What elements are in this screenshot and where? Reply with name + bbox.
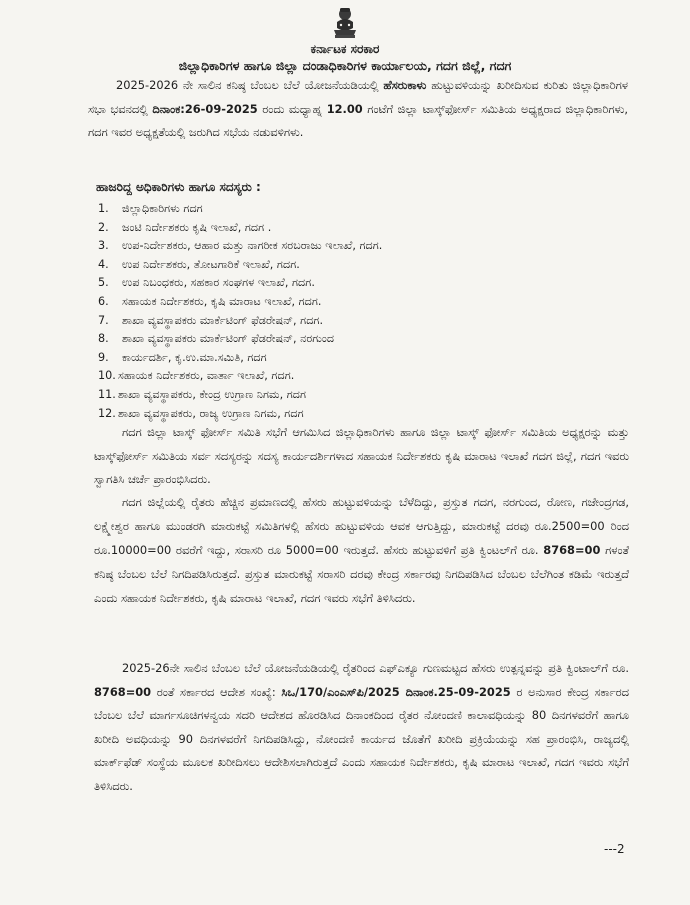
msp-value: 8768=00 bbox=[94, 684, 152, 699]
page-number: ---2 bbox=[604, 842, 625, 856]
meeting-time: 12.00 bbox=[326, 101, 363, 116]
order-number: ಸಿಒ/170/ಎಂಎಸ್‌ಪಿ/2025 ದಿನಾಂಕ.25-09-2025 bbox=[281, 684, 511, 699]
list-item: 4. ಉಪ ನಿರ್ದೇಶಕರು, ತೋಟಗಾರಿಕೆ ಇಲಾಖೆ, ಗದಗ. bbox=[98, 257, 300, 271]
intro-text-4: ಗಂಟೆಗೆ ಜಿಲ್ಲಾ ಟಾಸ್ಕ್‌ಫೋರ್ಸ್ ಸಮಿತಿಯ ಅಧ್ಯಕ್ಷರಾದ ಜಿಲ್ಲಾಧಿಕಾರಿಗಳು, ಗದಗ ಇವರ ಅಧ್ಯಕ್ಷತೆಯಲ್ಲಿ ಜರುಗಿದ ಸಭೆಯ ನಡುವಳಿಗಳು. bbox=[88, 101, 628, 139]
karnataka-emblem-icon bbox=[331, 6, 359, 40]
welcome-text: ಗದಗ ಜಿಲ್ಲಾ ಟಾಸ್ಕ್ ಫೋರ್ಸ್ ಸಮಿತಿ ಸಭೆಗೆ ಆಗಮಿಸಿದ ಜಿಲ್ಲಾಧಿಕಾರಿಗಳು ಹಾಗೂ ಜಿಲ್ಲಾ ಟಾಸ್ಕ್ ಫೋರ್ಸ್ ಸಮಿತಿಯ ಅಧ್ಯಕ್ಷರನ್ನು ಮತ್ತು ಟಾಸ್ಕ್‌ಫೋರ್ಸ್ ಸಮಿತಿಯ ಸರ್ವ ಸದಸ್ಯರನ್ನು ಸದಸ್ಯ ಕಾರ್ಯದರ್ಶಿಗಳಾದ ಸಹಾಯಕ ನಿರ್ದೇಶಕರು ಕೃಷಿ ಮಾರಾಟ ಇಲಾಖೆ ಗದಗ ಜಿಲ್ಲೆ, ಗದಗ ಇವರು ಸ್ವಾಗತಿಸಿ ಚರ್ಚೆ ಪ್ರಾರಂಭಿಸಿದರು. bbox=[94, 425, 629, 486]
attendees-list bbox=[98, 200, 382, 423]
meeting-date: ದಿನಾಂಕ:26-09-2025 bbox=[152, 101, 258, 116]
attendees-heading: ಹಾಜರಿದ್ದ ಅಧಿಕಾರಿಗಳು ಹಾಗೂ ಸದಸ್ಯರು : bbox=[96, 180, 261, 194]
prices-text-1: ಗದಗ ಜಿಲ್ಲೆಯಲ್ಲಿ ರೈತರು ಹೆಚ್ಚಿನ ಪ್ರಮಾಣದಲ್ಲಿ ಹೆಸರು ಹುಟ್ಟುವಳಿಯನ್ನು ಬೆಳೆದಿದ್ದು, ಪ್ರಸ್ತುತ ಗದಗ, ನರಗುಂದ, ರೋಣ, ಗಜೇಂದ್ರಗಡ, ಲಕ್ಷ್ಮೇಶ್ವರ ಹಾಗೂ ಮುಂಡರಗಿ ಮಾರುಕಟ್ಟೆ ಸಮಿತಿಗಳಲ್ಲಿ ಹೆಸರು ಹುಟ್ಟುವಳಿಯ ಆವಕ ಆಗುತ್ತಿದ್ದು, ಮಾರುಕಟ್ಟೆ ದರವು ರೂ.2500=00 ರಿಂದ ರೂ.10000=00 ರವರೆಗೆ ಇದ್ದು, ಸರಾಸರಿ ರೂ 5000=00 ಇರುತ್ತದೆ. ಹೆಸರು ಹುಟ್ಟುವಳಿಗೆ ಪ್ರತಿ ಕ್ವಿಂಟಲ್‌ಗೆ ರೂ. bbox=[94, 495, 630, 557]
prices-text-2: ಗಳಂತೆ ಕನಿಷ್ಠ ಬೆಂಬಲ ಬೆಲೆ ನಿಗದಿಪಡಿಸಿರುತ್ತದೆ. ಪ್ರಸ್ತುತ ಮಾರುಕಟ್ಟೆ ಸರಾಸರಿ ದರವು ಕೇಂದ್ರ ಸರ್ಕಾರವು ನಿಗದಿಪಡಿಸಿದ ಬೆಂಬಲ ಬೆಲೆಗಿಂತ ಕಡಿಮೆ ಇರುತ್ತದೆ ಎಂದು ಸಹಾಯಕ ನಿರ್ದೇಶಕರು, ಕೃಷಿ ಮಾರಾಟ ಇಲಾಖೆ, ಗದಗ ಇವರು ಸಭೆಗೆ ತಿಳಿಸಿದರು. bbox=[94, 543, 629, 605]
list-item: 7. ಶಾಖಾ ವ್ಯವಸ್ಥಾಪಕರು ಮಾರ್ಕೆಟಿಂಗ್ ಫೆಡರೇಷನ್, ಗದಗ. bbox=[98, 313, 324, 327]
intro-paragraph bbox=[88, 74, 628, 145]
intro-text-1: 2025-2026 ನೇ ಸಾಲಿನ ಕನಿಷ್ಠ ಬೆಂಬಲ ಬೆಲೆ ಯೋಜನೆಯಡಿಯಲ್ಲಿ bbox=[116, 78, 384, 92]
prices-paragraph bbox=[94, 490, 629, 610]
list-item: 8. ಶಾಖಾ ವ್ಯವಸ್ಥಾಪಕರು ಮಾರ್ಕೆಟಿಂಗ್ ಫೆಡರೇಷನ್, ನರಗುಂದ bbox=[98, 332, 335, 346]
list-item: 1. ಜಿಲ್ಲಾಧಿಕಾರಿಗಳು ಗದಗ bbox=[98, 202, 203, 215]
order-text-2: ರಂತೆ ಸರ್ಕಾರದ ಆದೇಶ ಸಂಖ್ಯೆ: bbox=[151, 684, 282, 699]
welcome-paragraph bbox=[94, 421, 629, 492]
list-item: 6. ಸಹಾಯಕ ನಿರ್ದೇಶಕರು, ಕೃಷಿ ಮಾರಾಟ ಇಲಾಖೆ, ಗದಗ. bbox=[98, 294, 322, 308]
intro-text-2: ಹುಟ್ಟುವಳಿಯನ್ನು ಖರೀದಿಸುವ ಕುರಿತು ಜಿಲ್ಲಾಧಿಕಾರಿಗಳ ಸಭಾ ಭವನದಲ್ಲಿ bbox=[88, 78, 628, 116]
list-item: 10. ಸಹಾಯಕ ನಿರ್ದೇಶಕರು, ವಾರ್ತಾ ಇಲಾಖೆ, ಗದಗ. bbox=[98, 369, 295, 383]
order-text-1: 2025-26ನೇ ಸಾಲಿನ ಬೆಂಬಲ ಬೆಲೆ ಯೋಜನೆಯಡಿಯಲ್ಲಿ ರೈತರಿಂದ ಎಫ್‌ಎಕ್ಯೂ ಗುಣಮಟ್ಟದ ಹೆಸರು ಉತ್ಪನ್ನವನ್ನು ಪ್ರತಿ ಕ್ವಿಂಟಾಲ್‌ಗೆ ರೂ. bbox=[122, 661, 629, 675]
list-item: 5. ಉಪ ನಿಬಂಧಕರು, ಸಹಕಾರ ಸಂಘಗಳ ಇಲಾಖೆ, ಗದಗ. bbox=[98, 276, 315, 290]
crop-name: ಹೆಸರುಕಾಳು bbox=[383, 78, 427, 92]
list-item: 9. ಕಾರ್ಯದರ್ಶಿ, ಕೃ.ಉ.ಮಾ.ಸಮಿತಿ, ಗದಗ bbox=[98, 350, 267, 364]
list-item: 12. ಶಾಖಾ ವ್ಯವಸ್ಥಾಪಕರು, ರಾಜ್ಯ ಉಗ್ರಾಣ ನಿಗಮ, ಗದಗ bbox=[98, 406, 304, 420]
office-title: ಜಿಲ್ಲಾಧಿಕಾರಿಗಳ ಹಾಗೂ ಜಿಲ್ಲಾ ದಂಡಾಧಿಕಾರಿಗಳ ಕಾರ್ಯಾಲಯ, ಗದಗ ಜಿಲ್ಲೆ, ಗದಗ bbox=[178, 58, 512, 73]
order-text-3: ರ ಅನುಸಾರ ಕೇಂದ್ರ ಸರ್ಕಾರದ ಬೆಂಬಲ ಬೆಲೆ ಮಾರ್ಗಸೂಚಿಗಳನ್ವಯ ಸದರಿ ಆದೇಶದ ಹೊರಡಿಸಿದ ದಿನಾಂಕದಿಂದ ರೈತರ ನೋಂದಣಿ ಕಾಲಾವಧಿಯನ್ನು 80 ದಿನಗಳವರೆಗೆ ಹಾಗೂ ಖರೀದಿ ಅವಧಿಯನ್ನು 90 ದಿನಗಳವರೆಗೆ ನಿಗದಿಪಡಿಸಿದ್ದು, ನೋಂದಣಿ ಕಾರ್ಯದ ಜೊತೆಗೆ ಖರೀದಿ ಪ್ರಕ್ರಿಯೆಯನ್ನು ಸಹ ಪ್ರಾರಂಭಿಸಿ, ರಾಜ್ಯದಲ್ಲಿ ಮಾರ್ಕ್‌ಫೆಡ್ ಸಂಸ್ಥೆಯ ಮೂಲಕ ಖರೀದಿಸಲು ಆದೇಶಿಸಲಾಗಿರುತ್ತದೆ ಎಂದು ಸಹಾಯಕ ನಿರ್ದೇಶಕರು, ಕೃಷಿ ಮಾರಾಟ ಇಲಾಖೆ, ಗದಗ ಇವರು ಸಭೆಗೆ ತಿಳಿಸಿದರು. bbox=[94, 684, 629, 793]
intro-text-3: ರಂದು ಮಧ್ಯಾಹ್ನ bbox=[257, 101, 327, 116]
list-item: 3. ಉಪ-ನಿರ್ದೇಶಕರು, ಆಹಾರ ಮತ್ತು ನಾಗರೀಕ ಸರಬರಾಜು ಇಲಾಖೆ, ಗದಗ. bbox=[98, 239, 383, 253]
msp-value: 8768=00 bbox=[543, 543, 601, 557]
order-paragraph bbox=[94, 657, 629, 798]
government-title: ಕರ್ನಾಟಕ ಸರಕಾರ bbox=[310, 42, 380, 56]
list-item: 11. ಶಾಖಾ ವ್ಯವಸ್ಥಾಪಕರು, ಕೇಂದ್ರ ಉಗ್ರಾಣ ನಿಗಮ, ಗದಗ bbox=[98, 387, 307, 401]
list-item: 2. ಜಂಟಿ ನಿರ್ದೇಶಕರು ಕೃಷಿ ಇಲಾಖೆ, ಗದಗ . bbox=[98, 220, 272, 234]
